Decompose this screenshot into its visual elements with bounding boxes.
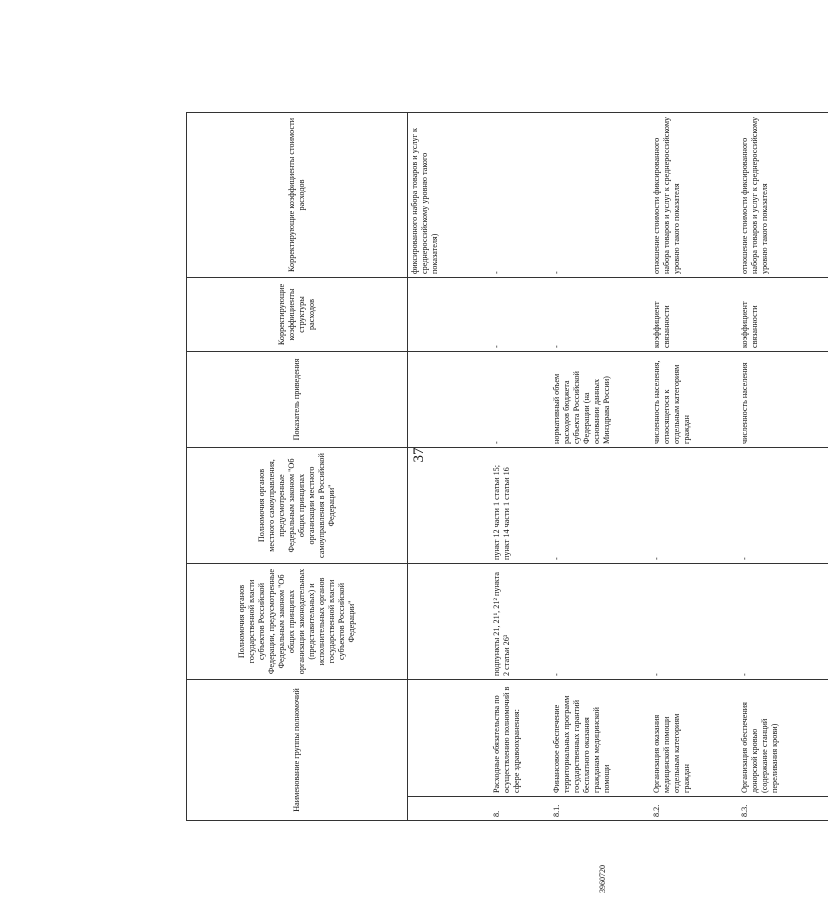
cell-number: 8.2. — [650, 797, 738, 821]
header-regional-powers: Полномочия органов государственной власти субъектов Российской Федерации, предусмотренные Федеральным законом "Об общих принципах организации законодательных (представительных) и исполнительных органов государственной власти субъектов Российской Федерации" — [187, 564, 408, 680]
header-structure-coefficients: Корректирующие коэффициенты структуры расходов — [187, 278, 408, 352]
table-row — [650, 113, 738, 821]
cell-regional-powers: - — [738, 564, 828, 680]
cell-group-name: Организация оказания медицинской помощи отдельным категориям граждан — [650, 680, 738, 797]
header-local-powers: Полномочия органов местного самоуправления, предусмотренные Федеральным законом "Об общих принципах организации местного самоуправления в Российской Федерации" — [187, 448, 408, 564]
cell-group-name: Организация обеспечения донорской кровью (содержание станций переливания крови) — [738, 680, 828, 797]
cell-structure: коэффициент связанности — [738, 278, 828, 352]
document-code: 3960720 — [598, 865, 607, 893]
cell-indicator: нормативный объем расходов бюджета субъекта Российской Федерации (на основании данных Минздрава России) — [550, 352, 650, 448]
cell-group-name: Расходные обязательства по осуществлению полномочий в сфере здравоохранения: — [490, 680, 550, 797]
page-number: 37 — [411, 447, 427, 463]
cell-local-powers: пункт 12 части 1 статьи 15; пункт 14 части 1 статьи 16 — [490, 448, 550, 564]
header-cost-coefficients: Корректирующие коэффициенты стоимости расходов — [187, 113, 408, 278]
cell-number: 8.1. — [550, 797, 650, 821]
cell-structure: коэффициент связанности — [650, 278, 738, 352]
table-header-row — [187, 113, 408, 821]
header-indicator: Показатель приведения — [187, 352, 408, 448]
cell-indicator: - — [490, 352, 550, 448]
cell-cost: - — [550, 113, 650, 278]
cell-regional-powers: подпункты 21, 21¹, 21² пункта 2 статьи 26³ — [490, 564, 550, 680]
cell-local-powers: - — [738, 448, 828, 564]
cell-indicator: численность населения, относящегося к отдельным категориям граждан — [650, 352, 738, 448]
cell-cost: отношение стоимости фиксированного набора товаров и услуг к среднероссийскому уровню такого показателя — [738, 113, 828, 278]
cell-cost: фиксированного набора товаров и услуг к среднероссийскому уровню такого показателя) — [408, 113, 491, 278]
table-row-continuation — [408, 113, 491, 821]
cell-regional-powers: - — [650, 564, 738, 680]
cell-number: 8. — [490, 797, 550, 821]
cell-local-powers: - — [650, 448, 738, 564]
powers-table — [186, 112, 828, 821]
cell-indicator: численность населения — [738, 352, 828, 448]
cell-structure: - — [490, 278, 550, 352]
cell-cost: - — [490, 113, 550, 278]
cell-regional-powers: - — [550, 564, 650, 680]
cell-local-powers: - — [550, 448, 650, 564]
cell-structure: - — [550, 278, 650, 352]
table-row — [490, 113, 550, 821]
cell-group-name: Финансовое обеспечение территориальных программ государственных гарантий бесплатного оказания гражданам медицинской помощи — [550, 680, 650, 797]
table-row — [738, 113, 828, 821]
table-row — [550, 113, 650, 821]
cell-number: 8.3. — [738, 797, 828, 821]
header-group-name: Наименование группы полномочий — [187, 680, 408, 821]
cell-cost: отношение стоимости фиксированного набора товаров и услуг к среднероссийскому уровню такого показателя — [650, 113, 738, 278]
